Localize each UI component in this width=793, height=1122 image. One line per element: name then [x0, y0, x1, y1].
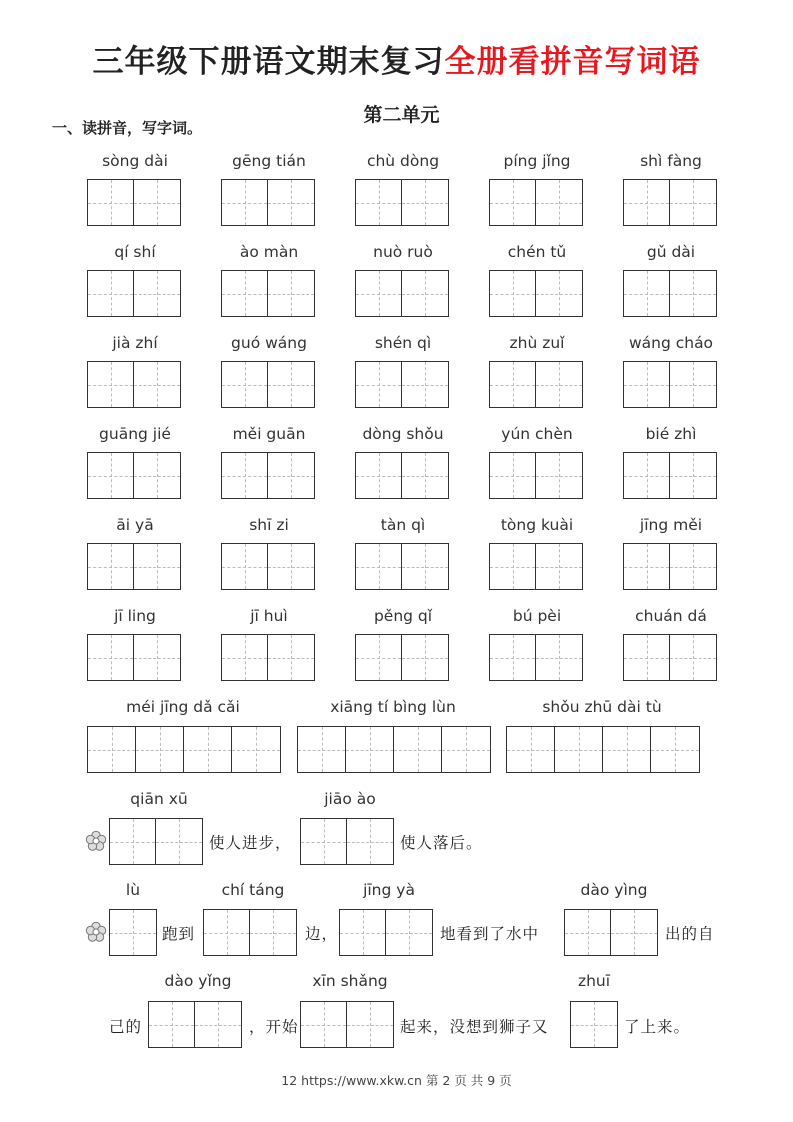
answer-box[interactable]	[489, 543, 583, 590]
pinyin-label: bié zhì	[645, 425, 697, 443]
pinyin-label: dòng shǒu	[362, 425, 444, 443]
answer-box[interactable]	[221, 452, 315, 499]
answer-box[interactable]	[87, 179, 181, 226]
pinyin-label: píng jǐng	[503, 152, 571, 170]
answer-box[interactable]	[506, 726, 700, 773]
pinyin-label: xiāng tí bìng lùn	[330, 698, 456, 716]
pinyin-label: chí táng	[221, 881, 285, 899]
answer-box[interactable]	[87, 361, 181, 408]
answer-box[interactable]	[489, 634, 583, 681]
answer-box[interactable]	[87, 726, 281, 773]
pinyin-label: gǔ dài	[646, 243, 696, 261]
flower-icon	[85, 921, 107, 943]
pinyin-label: zhuī	[577, 972, 611, 990]
pinyin-label: shì fàng	[640, 152, 702, 170]
pinyin-label: guó wáng	[231, 334, 307, 352]
sentence-text: 边，	[305, 925, 339, 943]
pinyin-label: měi guān	[232, 425, 306, 443]
answer-box[interactable]	[87, 452, 181, 499]
pinyin-label: jià zhí	[112, 334, 158, 352]
page-title	[0, 36, 793, 81]
answer-box[interactable]	[221, 179, 315, 226]
pinyin-label: shǒu zhū dài tù	[542, 698, 662, 716]
pinyin-label: jīng yà	[363, 881, 415, 899]
sentence-text: 起来，没想到狮子又	[400, 1018, 549, 1036]
pinyin-label: ào màn	[239, 243, 299, 261]
answer-box[interactable]	[221, 361, 315, 408]
answer-box[interactable]	[623, 179, 717, 226]
pinyin-label: lù	[125, 881, 141, 899]
answer-box[interactable]	[355, 452, 449, 499]
pinyin-label: pěng qǐ	[373, 607, 433, 625]
pinyin-label: chù dòng	[366, 152, 440, 170]
pinyin-label: jī huì	[250, 607, 288, 625]
pinyin-label: gēng tián	[232, 152, 306, 170]
pinyin-label: shī zi	[249, 516, 289, 534]
pinyin-label: yún chèn	[501, 425, 573, 443]
sentence-text: 地看到了水中	[440, 925, 540, 943]
answer-box[interactable]	[300, 1001, 394, 1048]
pinyin-label: chuán dá	[635, 607, 707, 625]
pinyin-label: āi yā	[116, 516, 154, 534]
pinyin-label: tòng kuài	[500, 516, 574, 534]
pinyin-label: zhù zuǐ	[509, 334, 565, 352]
answer-box[interactable]	[355, 543, 449, 590]
pinyin-label: jiāo ào	[324, 790, 376, 808]
answer-box[interactable]	[623, 634, 717, 681]
pinyin-label: xīn shǎng	[312, 972, 388, 990]
flower-icon	[85, 830, 107, 852]
answer-box[interactable]	[297, 726, 491, 773]
answer-box[interactable]	[489, 361, 583, 408]
answer-box[interactable]	[355, 179, 449, 226]
sentence-text: 出的自	[665, 925, 715, 943]
answer-box[interactable]	[623, 270, 717, 317]
pinyin-label: tàn qì	[380, 516, 426, 534]
answer-box[interactable]	[489, 270, 583, 317]
pinyin-label: nuò ruò	[373, 243, 433, 261]
answer-box[interactable]	[564, 909, 658, 956]
answer-box[interactable]	[148, 1001, 242, 1048]
answer-box[interactable]	[87, 634, 181, 681]
page-footer: 12 https://www.xkw.cn 第 2 页 共 9 页	[281, 1073, 512, 1088]
answer-box[interactable]	[623, 452, 717, 499]
section-heading: 一、读拼音，写字词。	[52, 119, 203, 137]
pinyin-label: jīng měi	[639, 516, 703, 534]
answer-box[interactable]	[339, 909, 433, 956]
pinyin-label: chén tǔ	[507, 243, 567, 261]
pinyin-label: sòng dài	[102, 152, 168, 170]
sentence-text: 使人进步，	[209, 834, 292, 852]
answer-box[interactable]	[355, 270, 449, 317]
answer-box[interactable]	[570, 1001, 618, 1048]
answer-box[interactable]	[221, 634, 315, 681]
sentence-text: 跑到	[162, 925, 196, 943]
answer-box[interactable]	[355, 634, 449, 681]
answer-box[interactable]	[623, 543, 717, 590]
pinyin-label: bú pèi	[512, 607, 562, 625]
pinyin-label: jī ling	[114, 607, 156, 625]
answer-box[interactable]	[489, 179, 583, 226]
sentence-text: 己的	[109, 1018, 143, 1036]
pinyin-label: shén qì	[374, 334, 432, 352]
title-black: 三年级下册语文期末复习	[92, 44, 445, 80]
sentence-text: 了上来。	[624, 1018, 691, 1036]
answer-box[interactable]	[489, 452, 583, 499]
pinyin-label: qí shí	[114, 243, 156, 261]
answer-box[interactable]	[109, 818, 203, 865]
sentence-text: 使人落后。	[400, 834, 483, 852]
answer-box[interactable]	[221, 543, 315, 590]
answer-box[interactable]	[87, 270, 181, 317]
pinyin-label: guāng jié	[99, 425, 171, 443]
pinyin-label: méi jīng dǎ cǎi	[126, 698, 240, 716]
answer-box[interactable]	[87, 543, 181, 590]
sentence-text: ，开始	[249, 1018, 299, 1036]
answer-box[interactable]	[203, 909, 297, 956]
pinyin-label: qiān xū	[130, 790, 188, 808]
pinyin-label: wáng cháo	[628, 334, 714, 352]
answer-box[interactable]	[109, 909, 157, 956]
title-red: 全册看拼音写词语	[444, 44, 701, 80]
answer-box[interactable]	[355, 361, 449, 408]
answer-box[interactable]	[300, 818, 394, 865]
pinyin-label: dào yìng	[580, 881, 648, 899]
unit-heading: 第二单元	[363, 104, 440, 126]
answer-box[interactable]	[623, 361, 717, 408]
answer-box[interactable]	[221, 270, 315, 317]
pinyin-label: dào yǐng	[164, 972, 232, 990]
